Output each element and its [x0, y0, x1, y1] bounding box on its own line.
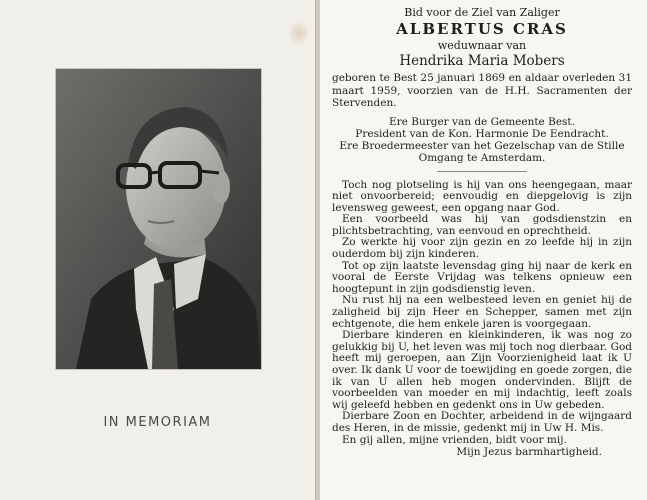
paper-stain — [290, 18, 308, 48]
paragraph: Een voorbeeld was hij van godsdienstzin en plichtsbetrachting, van eenvoud en oprechtheid. — [332, 213, 632, 237]
memorial-card-front — [0, 0, 316, 500]
prayer-text — [332, 180, 632, 447]
prayer-intro: Bid voor de Ziel van Zaliger — [404, 6, 560, 19]
honor-item: President van de Kon. Harmonie De Eendracht. — [355, 127, 609, 140]
memorial-card-text — [320, 0, 647, 500]
paragraph: En gij allen, mijne vrienden, bidt voor mij. — [342, 433, 567, 446]
honor-item: Ere Burger van de Gemeente Best. — [389, 115, 575, 128]
closing-line: Mijn Jezus barmhartigheid. — [456, 446, 602, 459]
honors-list — [332, 116, 632, 164]
paragraph: Tot op zijn laatste levensdag ging hij naar de kerk en vooral de Eerste Vrijdag was telkens opnieuw een hoogtepunt in zijn godsdienstig leven. — [332, 259, 632, 295]
paragraph: Zo werkte hij voor zijn gezin en zo leefde hij in zijn ouderdom bij zijn kinderen. — [332, 236, 632, 261]
widower-line: weduwnaar van — [437, 39, 527, 52]
birth-death-text: geboren te Best 25 januari 1869 en aldaar overleden 31 maart 1959, voorzien van de H.H. Sacramenten der Stervenden. — [332, 72, 632, 109]
paragraph: Nu rust hij na een welbesteed leven en geniet hij de zaligheid bij zijn Heer en Schepper, samen met zijn echtgenote, die hem enkele jaren is voorgegaan. — [332, 294, 632, 330]
paragraph: Dierbare kinderen en kleinkinderen, ik was nog zo gelukkig bij U, het leven was mij toch nog dierbaar. God heeft mij geroepen, aan Zijn Voorzienigheid laat ik U over. Ik dank U voor de toewijding en goede zorgen, die ik van U allen heb mogen ondervinden. Blijft de voorbeelden van moeder en mij indachtig, leeft zoals wij geleefd hebben en gedenkt ons in Uw gebeden. — [332, 329, 632, 411]
paragraph: Dierbare Zoon en Dochter, arbeidend in de wijngaard des Heren, in de missie, gedenkt mij in Uw H. Mis. — [332, 410, 632, 434]
divider — [437, 171, 527, 172]
spouse-name: Hendrika Maria Mobers — [399, 53, 565, 69]
honor-item: Ere Broedermeester van het Gezelschap van de Stille Omgang te Amsterdam. — [339, 139, 625, 164]
paragraph: Toch nog plotseling is hij van ons heengegaan, maar niet onvoorbereid; eenvoudig en diepgelovig is zijn levensweg geweest, een opgang naar God. — [332, 178, 632, 214]
portrait-photo — [55, 68, 262, 370]
deceased-name: ALBERTUS CRAS — [396, 20, 568, 38]
portrait-illustration — [56, 69, 261, 369]
in-memoriam-caption: IN MEMORIAM — [103, 415, 212, 430]
